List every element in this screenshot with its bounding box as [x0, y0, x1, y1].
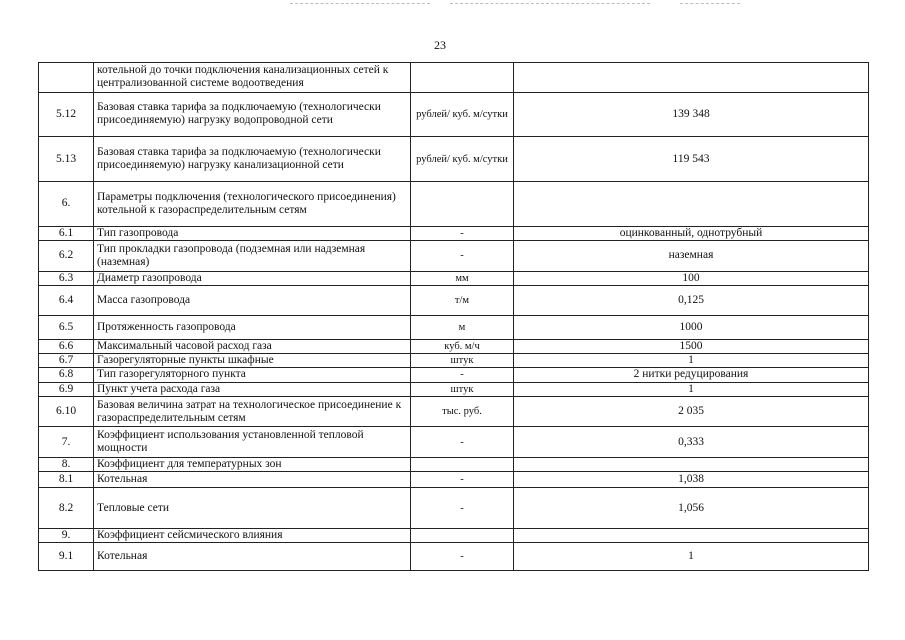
row-description: Тип газорегуляторного пункта [94, 368, 411, 382]
row-value: 1,038 [514, 472, 869, 488]
row-number: 6.5 [39, 316, 94, 339]
row-value: 1 [514, 354, 869, 368]
row-number: 6.1 [39, 226, 94, 240]
row-description: Коэффициент использования установленной тепловой мощности [94, 427, 411, 458]
table-row [39, 339, 869, 353]
row-description: котельной до точки подключения канализационных сетей к централизованной системе водоотведения [94, 63, 411, 93]
table-row [39, 271, 869, 285]
table-row [39, 316, 869, 339]
scan-artifact-line [450, 3, 650, 5]
table-row [39, 285, 869, 316]
row-value: 1000 [514, 316, 869, 339]
row-unit: куб. м/ч [411, 339, 514, 353]
row-value: 0,125 [514, 285, 869, 316]
table-row [39, 488, 869, 529]
row-unit: тыс. руб. [411, 396, 514, 427]
row-unit: штук [411, 382, 514, 396]
row-unit [411, 457, 514, 471]
table-row [39, 137, 869, 182]
row-number: 6.3 [39, 271, 94, 285]
table-row [39, 472, 869, 488]
row-value: оцинкованный, однотрубный [514, 226, 869, 240]
row-unit: штук [411, 354, 514, 368]
table-row [39, 529, 869, 543]
row-description: Котельная [94, 543, 411, 571]
row-description: Масса газопровода [94, 285, 411, 316]
row-number: 6.6 [39, 339, 94, 353]
row-description: Коэффициент сейсмического влияния [94, 529, 411, 543]
row-value: 139 348 [514, 92, 869, 137]
row-value: 119 543 [514, 137, 869, 182]
row-description: Коэффициент для температурных зон [94, 457, 411, 471]
page-number: 23 [434, 38, 446, 52]
table-row [39, 457, 869, 471]
row-value [514, 63, 869, 93]
row-value: 2 нитки редуцирования [514, 368, 869, 382]
row-unit: т/м [411, 285, 514, 316]
row-value: 2 035 [514, 396, 869, 427]
row-number: 8. [39, 457, 94, 471]
row-number: 9. [39, 529, 94, 543]
row-number: 6. [39, 182, 94, 227]
row-unit: - [411, 488, 514, 529]
row-number: 9.1 [39, 543, 94, 571]
row-unit: - [411, 427, 514, 458]
table-row [39, 63, 869, 93]
row-value: 1 [514, 543, 869, 571]
table-row [39, 354, 869, 368]
row-number [39, 63, 94, 93]
row-unit: - [411, 472, 514, 488]
row-number: 6.10 [39, 396, 94, 427]
row-unit: - [411, 226, 514, 240]
table-row [39, 396, 869, 427]
row-number: 6.4 [39, 285, 94, 316]
row-description: Базовая ставка тарифа за подключаемую (технологически присоединяемую) нагрузку водопроводной сети [94, 92, 411, 137]
row-description: Протяженность газопровода [94, 316, 411, 339]
row-number: 5.12 [39, 92, 94, 137]
scan-artifact-line [290, 3, 430, 5]
table-row [39, 241, 869, 272]
row-unit: - [411, 368, 514, 382]
row-value: 1,056 [514, 488, 869, 529]
table-row [39, 182, 869, 227]
row-number: 8.1 [39, 472, 94, 488]
row-unit: мм [411, 271, 514, 285]
row-unit: - [411, 241, 514, 272]
row-description: Максимальный часовой расход газа [94, 339, 411, 353]
row-description: Тепловые сети [94, 488, 411, 529]
row-number: 6.9 [39, 382, 94, 396]
row-number: 8.2 [39, 488, 94, 529]
row-value [514, 457, 869, 471]
row-number: 6.7 [39, 354, 94, 368]
row-value: наземная [514, 241, 869, 272]
row-value [514, 182, 869, 227]
row-value [514, 529, 869, 543]
row-number: 7. [39, 427, 94, 458]
row-number: 6.2 [39, 241, 94, 272]
row-value: 1500 [514, 339, 869, 353]
row-description: Базовая ставка тарифа за подключаемую (технологически присоединяемую) нагрузку канализационной сети [94, 137, 411, 182]
row-unit: - [411, 543, 514, 571]
row-description: Котельная [94, 472, 411, 488]
row-description: Газорегуляторные пункты шкафные [94, 354, 411, 368]
parameters-table [38, 62, 869, 571]
row-unit [411, 63, 514, 93]
row-value: 1 [514, 382, 869, 396]
row-unit [411, 529, 514, 543]
table-row [39, 92, 869, 137]
row-unit: рублей/ куб. м/сутки [411, 137, 514, 182]
table-row [39, 226, 869, 240]
row-description: Диаметр газопровода [94, 271, 411, 285]
row-number: 6.8 [39, 368, 94, 382]
row-value: 100 [514, 271, 869, 285]
row-number: 5.13 [39, 137, 94, 182]
row-description: Тип прокладки газопровода (подземная или надземная (наземная) [94, 241, 411, 272]
table-row [39, 543, 869, 571]
row-unit: рублей/ куб. м/сутки [411, 92, 514, 137]
scan-artifact-line [680, 3, 740, 5]
row-description: Пункт учета расхода газа [94, 382, 411, 396]
table-row [39, 368, 869, 382]
row-description: Тип газопровода [94, 226, 411, 240]
row-unit [411, 182, 514, 227]
row-value: 0,333 [514, 427, 869, 458]
row-unit: м [411, 316, 514, 339]
table-row [39, 382, 869, 396]
table-row [39, 427, 869, 458]
row-description: Параметры подключения (технологического присоединения) котельной к газораспределительным сетям [94, 182, 411, 227]
row-description: Базовая величина затрат на технологическое присоединение к газораспределительным сетям [94, 396, 411, 427]
